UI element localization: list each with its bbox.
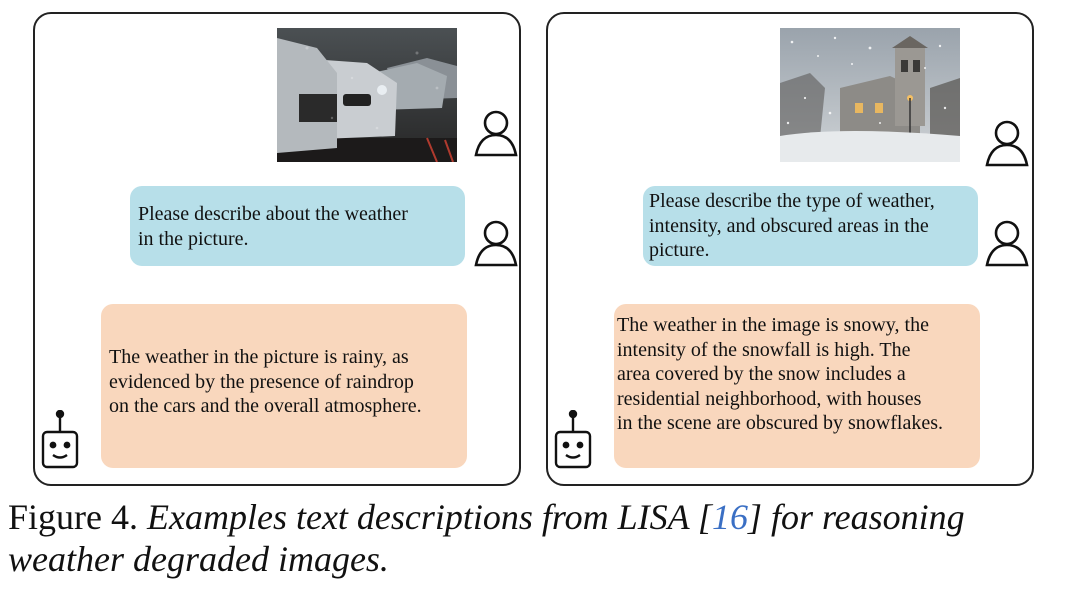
caption-text-before-ref: Examples text descriptions from LISA [ — [147, 497, 712, 537]
caption-text-after-ref: ] for reasoning weather degraded images. — [8, 497, 965, 579]
snowy-house-photo — [780, 28, 960, 162]
user-icon — [984, 118, 1030, 173]
user-icon — [473, 108, 519, 163]
bot-answer-bubble — [101, 304, 467, 468]
robot-icon — [41, 410, 79, 477]
user-question-bubble — [130, 186, 465, 266]
example-panel-snow — [546, 12, 1034, 486]
bot-answer-bubble — [614, 304, 980, 468]
bot-answer-text: The weather in the picture is rainy, as evidenced by the presence of raindrop on the cars and the overall atmosphere. — [109, 346, 422, 417]
user-question-bubble — [643, 186, 978, 266]
user-icon — [984, 218, 1030, 273]
bot-answer-text: The weather in the image is snowy, the intensity of the snowfall is high. The area covered by the snow includes a residential neighborhood, with houses in the scene are obscured by snowflakes. — [617, 314, 943, 434]
figure-label: Figure 4. — [8, 497, 138, 537]
robot-icon — [554, 410, 592, 477]
user-question-text: Please describe about the weather in the picture. — [138, 203, 408, 250]
user-question-text: Please describe the type of weather, intensity, and obscured areas in the picture. — [649, 190, 935, 261]
parked-cars-in-rain-photo — [277, 28, 457, 162]
example-panel-rain — [33, 12, 521, 486]
citation-link[interactable]: 16 — [711, 497, 748, 537]
user-icon — [473, 218, 519, 273]
figure-caption — [8, 496, 1078, 580]
